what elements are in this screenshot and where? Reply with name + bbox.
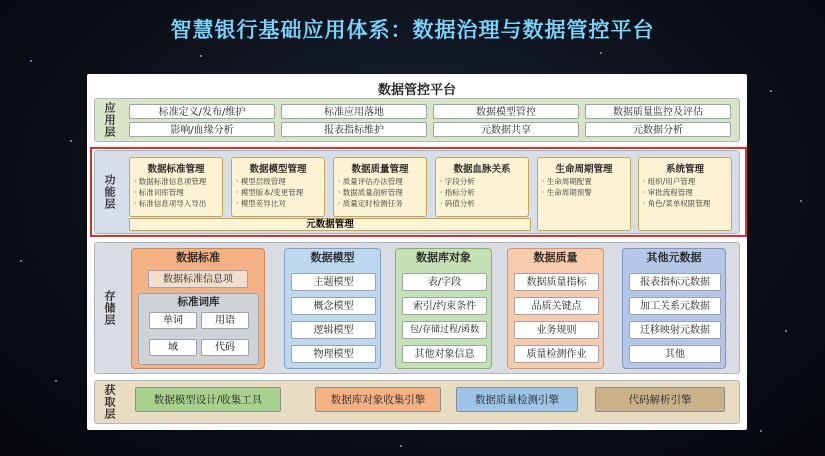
func-module-item: · 模型差异比对 bbox=[236, 199, 286, 208]
slide-title: 智慧银行基础应用体系：数据治理与数据管控平台 bbox=[170, 18, 655, 42]
func-module-title: 系统管理 bbox=[665, 164, 704, 175]
func-module-lineage bbox=[435, 157, 529, 217]
tool-code-parser: 代码解析引擎 bbox=[595, 387, 725, 412]
metadata-management-bar: 元数据管理 bbox=[129, 218, 531, 231]
func-module-data-model bbox=[231, 157, 325, 217]
func-module-title: 生命周期管理 bbox=[555, 164, 613, 175]
func-module-item: · 模型版本/变更管理 bbox=[236, 188, 304, 197]
store-group-title: 数据标准 bbox=[176, 251, 220, 264]
store-item: 数据质量指标 bbox=[514, 273, 599, 291]
lexicon-item: 用语 bbox=[201, 312, 249, 329]
func-module-system bbox=[638, 157, 732, 231]
app-cell: 标准定义/发布/维护 bbox=[129, 104, 275, 119]
tool-model-design: 数据模型设计/收集工具 bbox=[135, 387, 281, 412]
app-cell: 影响/血缘分析 bbox=[129, 122, 275, 137]
store-item: 逻辑模型 bbox=[291, 321, 376, 339]
store-item: 数据标准信息项 bbox=[148, 270, 248, 288]
store-group-title: 其他元数据 bbox=[646, 251, 702, 264]
storage-layer bbox=[94, 242, 740, 374]
store-item: 质量检测作业 bbox=[514, 345, 599, 363]
store-item: 品质关键点 bbox=[514, 297, 599, 315]
standard-lexicon-title: 标准词库 bbox=[177, 296, 220, 308]
func-module-item: · 指标分析 bbox=[440, 188, 475, 197]
store-item: 其他对象信息 bbox=[402, 345, 487, 363]
store-group-db-objects bbox=[395, 248, 492, 369]
store-group-data-quality bbox=[507, 248, 604, 369]
app-cell: 元数据共享 bbox=[433, 122, 579, 137]
app-cell: 数据质量监控及评估 bbox=[585, 104, 731, 119]
store-item: 概念模型 bbox=[291, 297, 376, 315]
func-module-title: 数据质量管理 bbox=[351, 164, 409, 175]
platform-title: 数据管控平台 bbox=[377, 83, 456, 98]
func-module-item: · 质量评估办法管理 bbox=[338, 177, 403, 186]
store-item: 索引/约束条件 bbox=[402, 297, 487, 315]
func-module-title: 数据标准管理 bbox=[147, 164, 205, 175]
platform-panel bbox=[87, 74, 747, 430]
func-module-item: · 审批流程管理 bbox=[643, 188, 693, 197]
store-group-title: 数据模型 bbox=[310, 251, 355, 264]
func-module-title: 数据血脉关系 bbox=[453, 164, 511, 175]
func-layer bbox=[94, 150, 740, 234]
store-item: 包/存储过程/函数 bbox=[402, 321, 487, 339]
store-item: 其他 bbox=[629, 345, 721, 363]
store-item: 报表指标元数据 bbox=[629, 273, 721, 291]
func-module-item: · 码值分析 bbox=[440, 199, 475, 208]
store-group-other-metadata bbox=[622, 248, 726, 369]
app-cell: 数据模型管控 bbox=[433, 104, 579, 119]
app-layer bbox=[94, 98, 740, 142]
store-group-title: 数据库对象 bbox=[416, 251, 471, 264]
func-module-title: 数据模型管理 bbox=[249, 164, 307, 175]
func-module-item: · 标准信息项导入导出 bbox=[134, 199, 207, 208]
acquire-layer-label: 获取层 bbox=[103, 384, 116, 420]
lexicon-item: 代码 bbox=[201, 339, 249, 356]
lexicon-item: 域 bbox=[149, 339, 197, 356]
standard-lexicon-group bbox=[138, 293, 259, 365]
app-cell: 元数据分析 bbox=[585, 122, 731, 137]
store-item: 物理模型 bbox=[291, 345, 376, 363]
func-module-item: · 角色/菜单权限管理 bbox=[643, 199, 711, 208]
func-module-item: · 组织/用户管理 bbox=[643, 177, 696, 186]
func-module-item: · 字段分析 bbox=[440, 177, 475, 186]
storage-layer-label: 存储层 bbox=[103, 290, 116, 326]
func-module-item: · 数据质量剖析管理 bbox=[338, 188, 403, 197]
func-module-item: · 数据标准信息项管理 bbox=[134, 177, 207, 186]
func-module-item: · 标准词库管理 bbox=[134, 188, 184, 197]
app-cell: 报表指标维护 bbox=[281, 122, 427, 137]
lexicon-item: 单词 bbox=[149, 312, 197, 329]
func-module-data-standard bbox=[129, 157, 223, 217]
store-group-data-model bbox=[284, 248, 381, 369]
app-layer-label: 应用层 bbox=[103, 102, 116, 138]
tool-quality-engine: 数据质量检测引擎 bbox=[456, 387, 578, 412]
store-item: 迁移映射元数据 bbox=[629, 321, 721, 339]
store-item: 业务规则 bbox=[514, 321, 599, 339]
app-cell: 标准应用落地 bbox=[281, 104, 427, 119]
store-group-title: 数据质量 bbox=[533, 251, 578, 264]
func-module-item: · 质量定时检测任务 bbox=[338, 199, 403, 208]
func-module-data-quality bbox=[333, 157, 427, 217]
store-item: 加工关系元数据 bbox=[629, 297, 721, 315]
tool-db-object-engine: 数据库对象收集引擎 bbox=[315, 387, 441, 412]
store-item: 主题模型 bbox=[291, 273, 376, 291]
func-module-lifecycle bbox=[537, 157, 631, 231]
func-module-item: · 模型层级管理 bbox=[236, 177, 286, 186]
func-layer-label: 功能层 bbox=[103, 174, 116, 210]
func-module-item: · 生命周期预警 bbox=[542, 188, 592, 197]
func-module-item: · 生命周期配置 bbox=[542, 177, 592, 186]
acquire-layer bbox=[94, 380, 740, 424]
store-group-data-standard bbox=[131, 248, 265, 369]
store-item: 表/字段 bbox=[402, 273, 487, 291]
